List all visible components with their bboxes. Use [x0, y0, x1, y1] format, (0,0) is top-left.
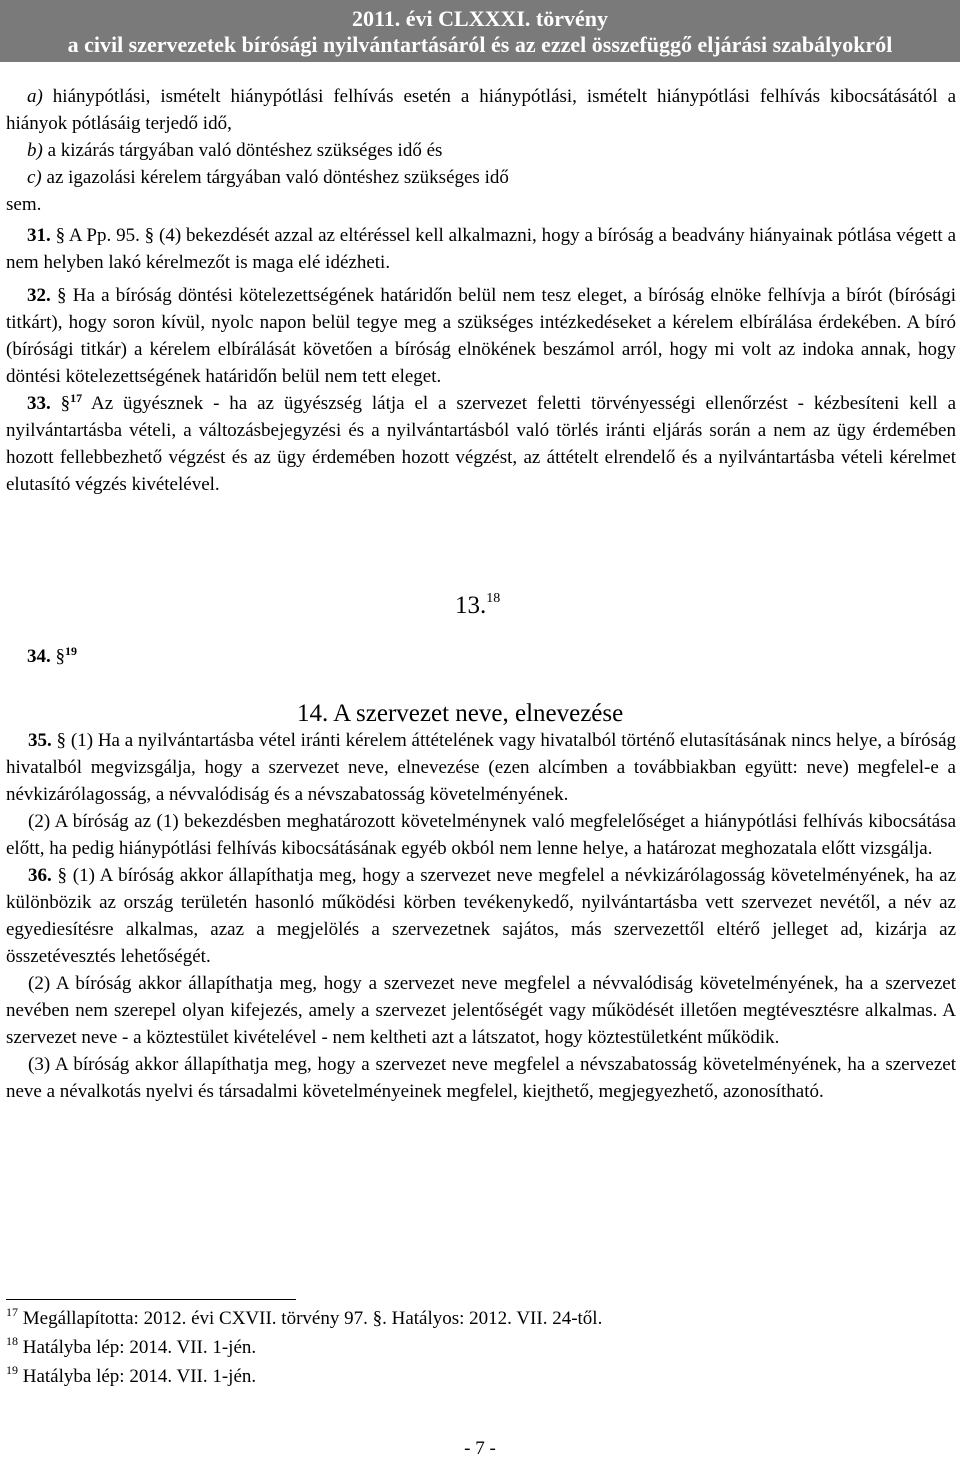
- section-33: 33. §$^{17}$ Az ügyésznek - ha az ügyészség látja el a szervezet feletti törvényességi ellenőrzést - kézbesíteni kell a nyilvántartásba vételi, a változásbejegyzési és a nyilvántartásból való törlés iránti eljárás során a nem az ügy érdemében hozott fellebbezhető végzést és az ügy érdemében hozott végzést, az áttételt elrendelő és a nyilvántartásba vételi kérelmet elutasító végzés kivételével.: [6, 391, 957, 495]
- header-title: 2011. évi CLXXXI. törvény: [351, 6, 609, 31]
- section-36-p3: (3) A bíróság akkor állapíthatja meg, hogy a szervezet neve megfelel a névszabatosság követelményének, ha a szervezet neve a névalkotás nyelvi és társadalmi követelményeinek megfelel, kiejthető, megjegyezhető, azonosítható.: [6, 1054, 956, 1102]
- heading-14: 14. A szervezet neve, elnevezése: [297, 700, 624, 727]
- footnote-18: $^{18}$ Hatályba lép: 2014. VII. 1-jén.: [6, 1334, 257, 1358]
- section-35-p2: (2) A bíróság az (1) bekezdésben meghatározott követelménynek való megfelelőséget a hiánypótlási felhívás kibocsátása előtt, ha pedig hiánypótlási felhívás kibocsátásának egyéb okból nem lenne helye, a határozat meghozatala előtt vizsgálja.: [6, 811, 956, 859]
- heading-13: 13.18: [455, 591, 501, 619]
- section-34: 34. §$^{19}$: [27, 644, 77, 667]
- section-31: 31. § A Pp. 95. § (4) bekezdését azzal az eltéréssel kell alkalmazni, hogy a bíróság a beadvány hiányainak pótlása végett a nem helyben lakó kérelmezőt is maga elé idézheti.: [6, 225, 956, 273]
- section-36-p1: 36. § (1) A bíróság akkor állapíthatja meg, hogy a szervezet neve megfelel a névkizárólagosság követelményének, ha az különbözik az ország területén hasonló működési körben tevékenykedő, nyilvántartásba vett szervezet nevétől, a név az egyediesítésre alkalmas, azaz a megjelölés a szervezetnek sajátos, más szervezettől eltérő jelleget ad, kizárja az összetévesztés lehetőségét.: [6, 865, 956, 967]
- footnote-19: $^{19}$ Hatályba lép: 2014. VII. 1-jén.: [6, 1363, 257, 1387]
- footnote-ref-18: 18: [486, 591, 501, 606]
- page-number: - 7 -: [464, 1438, 496, 1459]
- document-body: [6, 83, 956, 498]
- item-c: c) az igazolási kérelem tárgyában való döntéshez szükséges idő: [27, 167, 509, 188]
- section-32: 32. § Ha a bíróság döntési kötelezettségének határidőn belül nem tesz eleget, a bíróság elnöke felhívja a bírót (bírósági titkárt), hogy soron kívül, nyolc napon belül tegye meg a szükséges intézkedéseket a kérelem elbírálása érdekében. A bíró (bírósági titkár) a kérelem elbírálását követően a bíróság elnökének beszámol arról, hogy mi volt az indoka annak, hogy döntési kötelezettségének határidőn belül nem tett eleget.: [6, 285, 956, 387]
- document-body-lower: [6, 727, 956, 1105]
- footnote-17: $^{17}$ Megállapította: 2012. évi CXVII. törvény 97. §. Hatályos: 2012. VII. 24-től.: [6, 1305, 603, 1329]
- footnote-divider: [6, 1299, 296, 1300]
- item-b: b) a kizárás tárgyában való döntéshez szükséges idő és: [27, 140, 443, 161]
- section-35-p1: 35. § (1) Ha a nyilvántartásba vétel iránti kérelem áttételének vagy hivatalból történő elutasításának nincs helye, a bíróság hivatalból megvizsgálja, hogy a szervezet neve, elnevezése (ezen alcímben a továbbiakban együtt: neve) megfelel-e a névkizárólagosság, a névvalódiság és a névszabatosság követelményének.: [6, 730, 956, 805]
- footnote-ref-17: 17: [70, 391, 83, 405]
- header-subtitle: a civil szervezetek bírósági nyilvántartásáról és az ezzel összefüggő eljárási szabályokról: [67, 32, 893, 57]
- item-a: a) hiánypótlási, ismételt hiánypótlási felhívás esetén a hiánypótlási, ismételt hiánypótlási felhívás kibocsátásától a hiányok pótlásáig terjedő idő,: [6, 86, 956, 134]
- item-sem: sem.: [6, 194, 42, 215]
- section-36-p2: (2) A bíróság akkor állapíthatja meg, hogy a szervezet neve megfelel a névvalódiság követelményének, ha a szervezet nevében nem szerepel olyan kifejezés, amely a szervezet jelentőségét vagy működését illetően megtévesztésre alkalmas. A szervezet neve - a köztestület kivételével - nem keltheti azt a látszatot, hogy köztestületként működik.: [6, 973, 956, 1048]
- footnote-ref-19: 19: [65, 644, 77, 658]
